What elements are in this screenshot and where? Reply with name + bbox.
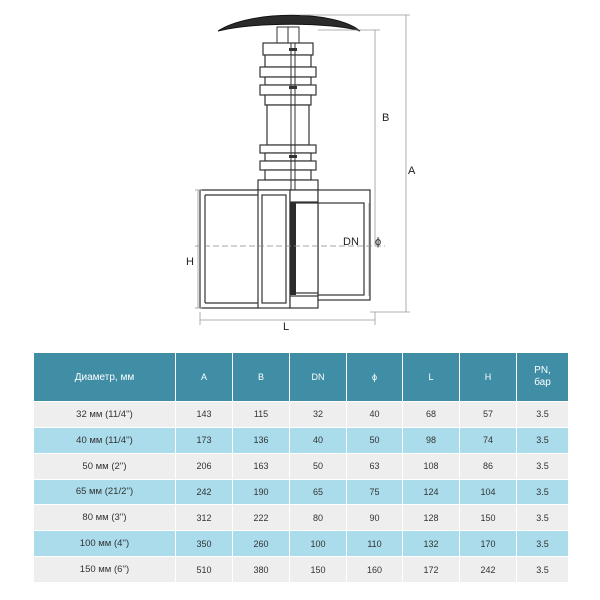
header-diameter: Диаметр, мм	[34, 353, 176, 402]
table-row	[34, 402, 569, 428]
cell-b: 190	[233, 479, 290, 505]
cell-l: 172	[403, 557, 460, 583]
cell-phi: 75	[347, 479, 403, 505]
cell-a: 350	[176, 531, 233, 557]
label-phi: ϕ	[375, 236, 382, 248]
cell-b: 222	[233, 505, 290, 531]
header-h: H	[460, 353, 517, 402]
table-header-row	[34, 353, 569, 402]
cell-b: 163	[233, 453, 290, 479]
spec-table	[33, 352, 569, 583]
cell-a: 312	[176, 505, 233, 531]
table-row	[34, 479, 569, 505]
header-b: B	[233, 353, 290, 402]
header-a: A	[176, 353, 233, 402]
cell-phi: 40	[347, 402, 403, 428]
cell-dn: 65	[290, 479, 347, 505]
cell-dn: 40	[290, 427, 347, 453]
header-dn: DN	[290, 353, 347, 402]
cell-phi: 63	[347, 453, 403, 479]
cell-diameter: 40 мм (11/4'')	[34, 427, 176, 453]
label-b: B	[382, 112, 390, 124]
cell-phi: 110	[347, 531, 403, 557]
cell-l: 108	[403, 453, 460, 479]
cell-dn: 150	[290, 557, 347, 583]
cell-pn: 3.5	[517, 402, 569, 428]
cell-pn: 3.5	[517, 427, 569, 453]
gate	[290, 203, 296, 295]
cell-phi: 90	[347, 505, 403, 531]
cell-l: 132	[403, 531, 460, 557]
left-socket	[200, 190, 258, 308]
table-row	[34, 427, 569, 453]
cell-h: 74	[460, 427, 517, 453]
header-phi: ϕ	[347, 353, 403, 402]
label-dn: DN	[343, 236, 359, 248]
label-h: H	[186, 256, 194, 268]
cell-pn: 3.5	[517, 557, 569, 583]
table-body	[34, 402, 569, 583]
table-row	[34, 453, 569, 479]
cell-h: 150	[460, 505, 517, 531]
cell-l: 124	[403, 479, 460, 505]
table-row	[34, 505, 569, 531]
cell-diameter: 65 мм (21/2'')	[34, 479, 176, 505]
label-a: A	[408, 165, 416, 177]
cell-l: 68	[403, 402, 460, 428]
cell-diameter: 150 мм (6'')	[34, 557, 176, 583]
cell-phi: 50	[347, 427, 403, 453]
cell-dn: 80	[290, 505, 347, 531]
cell-dn: 32	[290, 402, 347, 428]
bonnet	[258, 43, 318, 190]
table-row	[34, 557, 569, 583]
cell-a: 206	[176, 453, 233, 479]
cell-l: 128	[403, 505, 460, 531]
cell-b: 260	[233, 531, 290, 557]
cell-a: 173	[176, 427, 233, 453]
label-l: L	[283, 321, 290, 333]
cell-dn: 100	[290, 531, 347, 557]
cell-h: 170	[460, 531, 517, 557]
cell-diameter: 80 мм (3'')	[34, 505, 176, 531]
cell-l: 98	[403, 427, 460, 453]
cell-pn: 3.5	[517, 479, 569, 505]
cell-a: 510	[176, 557, 233, 583]
valve-body	[258, 190, 370, 308]
cell-h: 242	[460, 557, 517, 583]
cell-a: 242	[176, 479, 233, 505]
cell-b: 115	[233, 402, 290, 428]
header-pn: PN, бар	[517, 353, 569, 402]
cell-pn: 3.5	[517, 453, 569, 479]
cell-h: 57	[460, 402, 517, 428]
cell-h: 86	[460, 453, 517, 479]
cell-pn: 3.5	[517, 505, 569, 531]
cell-b: 136	[233, 427, 290, 453]
cell-diameter: 50 мм (2'')	[34, 453, 176, 479]
table-row	[34, 531, 569, 557]
cell-dn: 50	[290, 453, 347, 479]
cell-h: 104	[460, 479, 517, 505]
cell-diameter: 100 мм (4'')	[34, 531, 176, 557]
cell-phi: 160	[347, 557, 403, 583]
header-l: L	[403, 353, 460, 402]
cell-diameter: 32 мм (11/4'')	[34, 402, 176, 428]
cell-a: 143	[176, 402, 233, 428]
cell-pn: 3.5	[517, 531, 569, 557]
cell-b: 380	[233, 557, 290, 583]
